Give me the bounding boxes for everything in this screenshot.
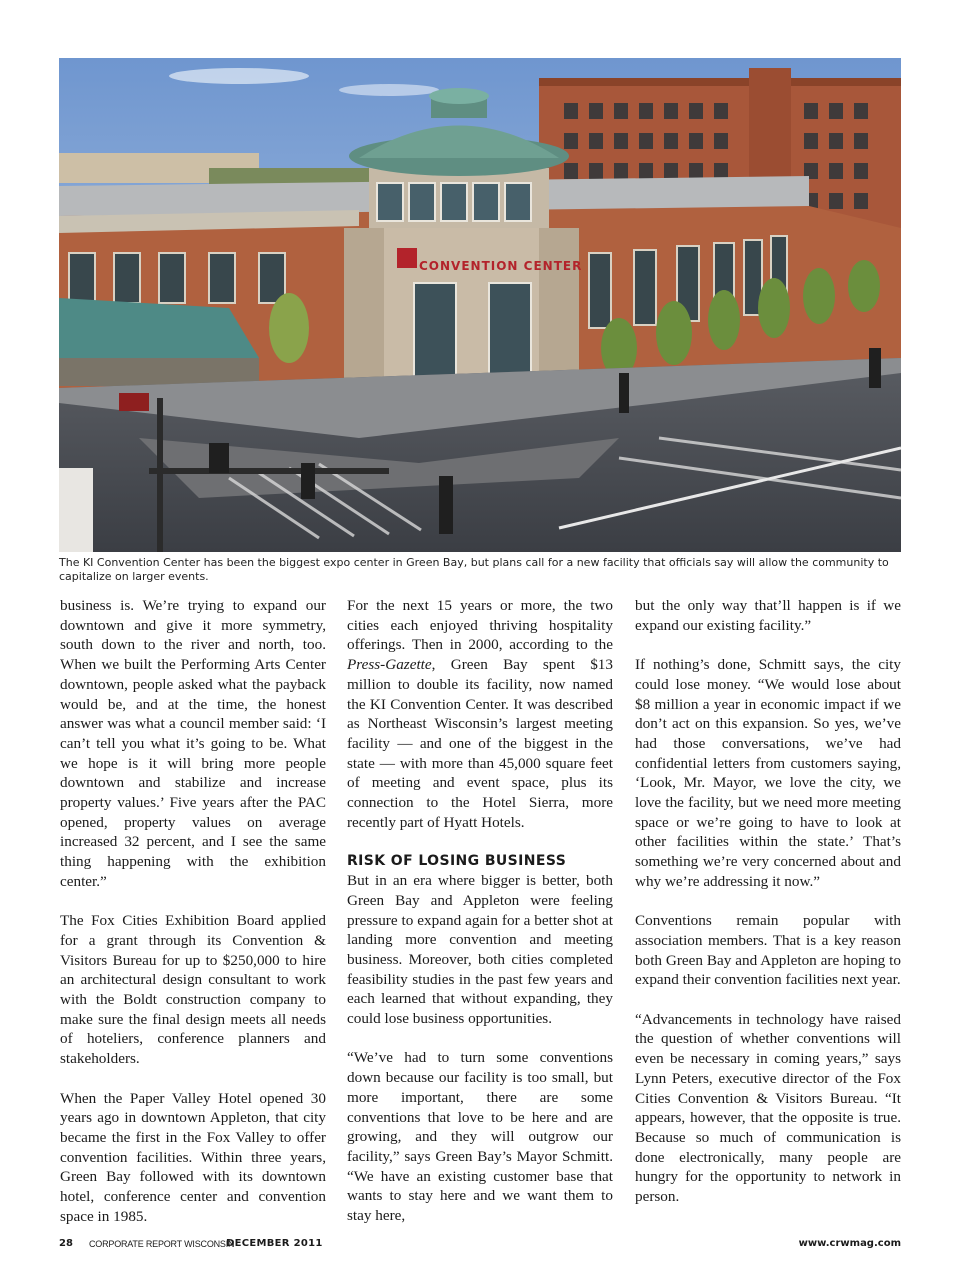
page-footer bbox=[59, 1236, 901, 1252]
convention-center-photo bbox=[59, 58, 901, 552]
paragraph: But in an era where bigger is better, both Green Bay and Appleton were feeling pressure to expand again for a better shot at landing more convention and meeting business. Moreover, both cities completed feasibility studies in the past few years and each learned that without expanding, they could lose business opportunities. bbox=[347, 872, 613, 1028]
paragraph: but the only way that’ll happen is if we expand our existing facility.” bbox=[635, 597, 901, 634]
article-column-2 bbox=[347, 596, 613, 1226]
publication-name: CORPORATE REPORT WISCONSIN bbox=[89, 1239, 235, 1249]
issue-date: DECEMBER 2011 bbox=[226, 1238, 323, 1249]
page-number: 28 bbox=[59, 1238, 73, 1249]
section-heading: RISK OF LOSING BUSINESS bbox=[347, 853, 567, 870]
website-url: www.crwmag.com bbox=[798, 1238, 901, 1249]
article-column-1 bbox=[60, 596, 326, 1226]
paragraph-text: For the next 15 years or more, the two cities each enjoyed thriving hospitality offerings. Then in 2000, according to the bbox=[347, 597, 613, 654]
photo-caption: The KI Convention Center has been the biggest expo center in Green Bay, but plans call for a new facility that officials say will allow the community to capitalize on larger events. bbox=[59, 556, 889, 583]
paragraph: When the Paper Valley Hotel opened 30 years ago in downtown Appleton, that city became the first in the Fox Valley to offer convention facilities. Within three years, Green Bay followed with its downtown hotel, conference center and convention space in 1985. bbox=[60, 1089, 326, 1225]
paragraph: Conventions remain popular with association members. That is a key reason both Green Bay and Appleton are hoping to expand their convention facilities next year. bbox=[635, 912, 901, 989]
publication-name: Press-Gazette bbox=[347, 656, 432, 674]
paragraph: The Fox Cities Exhibition Board applied for a grant through its Convention & Visitors Bureau for up to $250,000 to hire an architectural design consultant to work with the Boldt construction company to make sure the final design meets all needs of hoteliers, conference planners and stakeholders. bbox=[60, 912, 326, 1068]
paragraph: If nothing’s done, Schmitt says, the city could lose money. “We would lose about $8 million a year in economic impact if we don’t act on this expansion. So yes, we’ve had those conversations, we’ve had confidential letters from customers saying, ‘Look, Mr. Mayor, we love the city, we love the facility, but we need more meeting space or we’re going to have to look at other facilities within the state.’ That’s something we’re very concerned about and why we’re addressing it now.” bbox=[635, 656, 901, 890]
paragraph: “Advancements in technology have raised the question of whether conventions will even be necessary in coming years,” says Lynn Peters, executive director of the Fox Cities Convention & Visitors Bureau. “It appears, however, that the opposite is true. Because so much of communication is done electronically, many people are hungry for the opportunity to network in person. bbox=[635, 1010, 901, 1206]
paragraph: “We’ve had to turn some conventions down because our facility is too small, but more important, there are some conventions that love to be here and are growing, and they will outgrow our facility,” says Green Bay’s Mayor Schmitt. “We have an existing customer base that wants to stay here and we want them to stay here, bbox=[347, 1049, 613, 1225]
paragraph-text: , Green Bay spent $13 million to double its facility, now named the KI Convention Center. It was described as Northeast Wisconsin’s largest meeting facility — and one of the biggest in the state — with more than 45,000 square feet of meeting and event space, plus its connection to the Hotel Sierra, more recently part of Hyatt Hotels. bbox=[347, 656, 613, 831]
article-column-3 bbox=[635, 596, 901, 1207]
paragraph: business is. We’re trying to expand our downtown and give it more symmetry, south down to the river and north, too. When we built the Performing Arts Center downtown, people asked what the payback would be, and at the time, the honest answer was what a council member said: ‘I can’t tell you what it’s going to be. What we hope is it will bring more people downtown and stabilize and increase property values.’ Five years after the PAC opened, property values on average increased 32 percent, and I see the same thing happening with the exhibition center.” bbox=[60, 597, 326, 890]
paragraph bbox=[347, 596, 613, 832]
sign-text: CONVENTION CENTER bbox=[419, 259, 583, 273]
